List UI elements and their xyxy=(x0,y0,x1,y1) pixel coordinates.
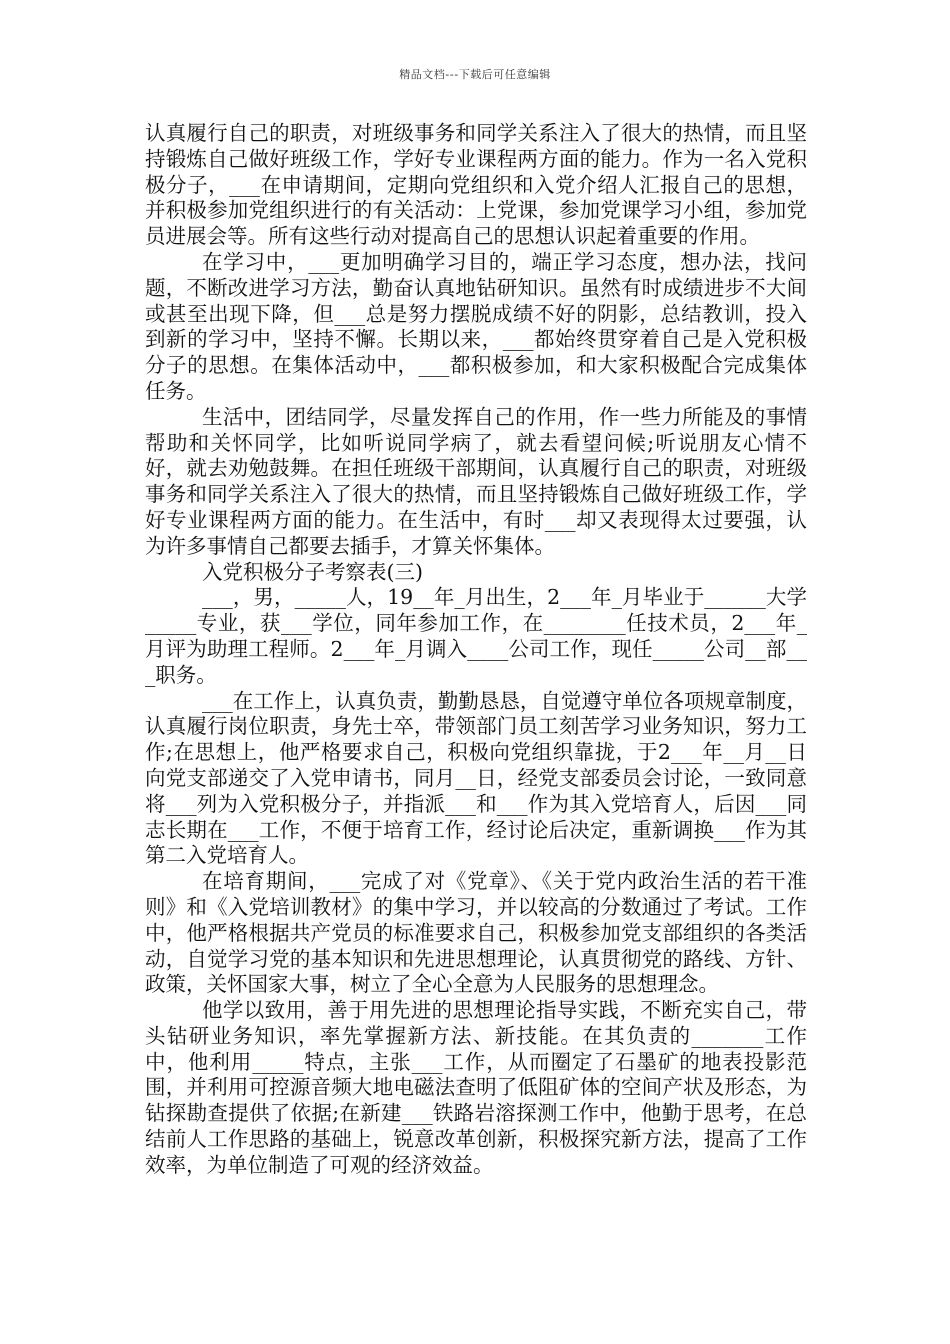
paragraph-1: 认真履行自己的职责，对班级事务和同学关系注入了很大的热情，而且坚持锻炼自己做好班级工作，学好专业课程两方面的能力。作为一名入党积极分子，___在申请期间，定期向党组织和入党介绍人汇报自己的思想，并积极参加党组织进行的有关活动：上党课，参加党课学习小组，参加党员进展会等。所有这些行动对提高自己的思想认识起着重要的作用。 xyxy=(145,121,807,249)
document-body xyxy=(145,121,807,1179)
paragraph-5: ___，男，_____人，19__年_月出生，2___年_月毕业于______大学_____专业，获___学位，同年参加工作，在________任技术员，2___年_月评为助理工程师。2___年_月调入____公司工作，现任_____公司__部___职务。 xyxy=(145,585,807,687)
paragraph-8: 他学以致用，善于用先进的思想理论指导实践，不断充实自己，带头钻研业务知识，率先掌握新方法、新技能。在其负责的_______工作中，他利用_____特点，主张___工作，从而圈定了石墨矿的地表投影范围，并利用可控源音频大地电磁法查明了低阻矿体的空间产状及形态，为钻探勘查提供了依据;在新建___铁路岩溶探测工作中，他勤于思考，在总结前人工作思路的基础上，锐意改革创新，积极探究新方法，提高了工作效率，为单位制造了可观的经济效益。 xyxy=(145,998,807,1177)
paragraph-2: 在学习中，___更加明确学习目的，端正学习态度，想办法，找问题，不断改进学习方法，勤奋认真地钻研知识。虽然有时成绩进步不大间或甚至出现下降，但___总是努力摆脱成绩不好的阴影，总结教训，投入到新的学习中，坚持不懈。长期以来，___都始终贯穿着自己是入党积极分子的思想。在集体活动中，___都积极参加，和大家积极配合完成集体任务。 xyxy=(145,249,807,403)
paragraph-3: 生活中，团结同学，尽量发挥自己的作用，作一些力所能及的事情帮助和关怀同学，比如听说同学病了，就去看望问候;听说朋友心情不好，就去劝勉鼓舞。在担任班级干部期间，认真履行自己的职责，对班级事务和同学关系注入了很大的热情，而且坚持锻炼自己做好班级工作，学好专业课程两方面的能力。在生活中，有时___却又表现得太过要强，认为许多事情自己都要去插手，才算关怀集体。 xyxy=(145,404,807,558)
page-header: 精品文档---下载后可任意编辑 xyxy=(399,68,551,81)
paragraph-7: 在培育期间，___完成了对《党章》、《关于党内政治生活的若干准则》和《入党培训教材》的集中学习，并以较高的分数通过了考试。工作中，他严格根据共产党员的标准要求自己，积极参加党支部组织的各类活动，自觉学习党的基本知识和先进思想理论，认真贯彻党的路线、方针、政策，关怀国家大事，树立了全心全意为人民服务的思想理念。 xyxy=(145,869,807,997)
section-title: 入党积极分子考察表(三) xyxy=(202,559,423,584)
paragraph-6: ___在工作上，认真负责，勤勤恳恳，自觉遵守单位各项规章制度，认真履行岗位职责，身先士卒，带领部门员工刻苦学习业务知识，努力工作;在思想上，他严格要求自己，积极向党组织靠拢，于2___年__月__日向党支部递交了入党申请书，同月__日，经党支部委员会讨论，一致同意将___列为入党积极分子，并指派___和___作为其入党培育人，后因___同志长期在___工作，不便于培育工作，经讨论后决定，重新调换___作为其第二入党培育人。 xyxy=(145,688,807,868)
